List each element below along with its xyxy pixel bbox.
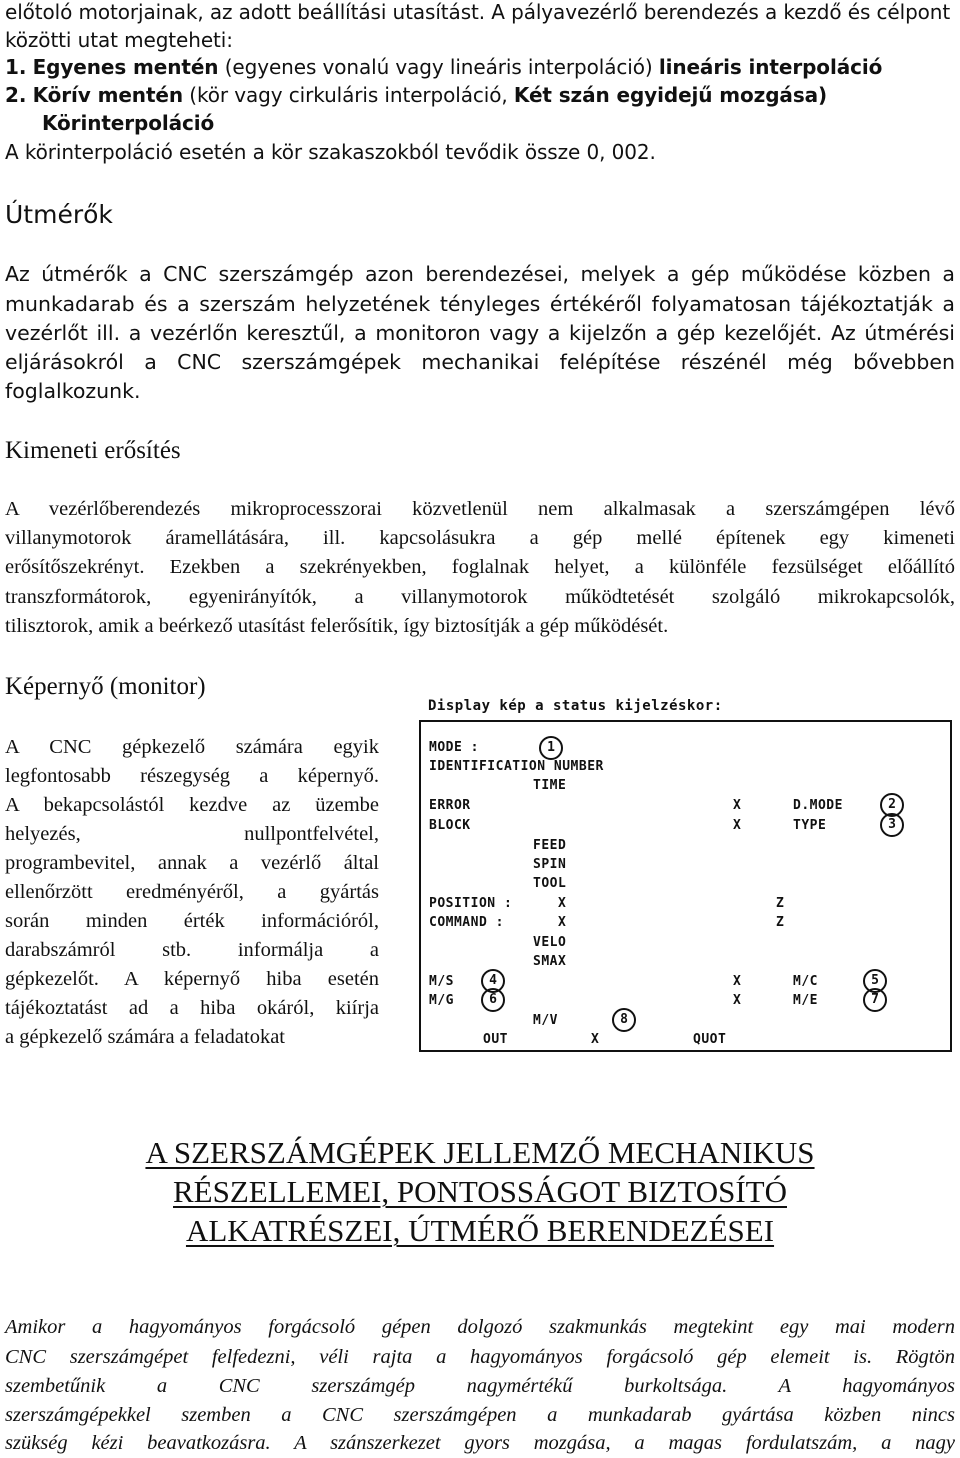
utmerok-line-3: vezérlőt ill. a vezérlőn keresztűl, a monitoron vagy a kijelzőn a gép kezelőjét. Az útmérési (5, 321, 955, 345)
kepernyo-paragraph (5, 733, 379, 1052)
list-item-2-term: Két szán egyidejű mozgása) (513, 83, 828, 107)
intro-line-1: előtoló motorjainak, az adott beállítási utasítást. A pályavezérlő berendezés a kezdő és célpont (5, 0, 951, 24)
display-marker-5: 5 (863, 969, 887, 993)
outro-line-2: CNC szerszámgépet felfedezni, véli rajta a hagyományos forgácsoló gép elemeit is. Rögtön (5, 1346, 955, 1368)
display-mode: MODE : (429, 740, 479, 755)
kimeneti-line-4: transzformátorok, egyenirányítók, a villanymotorok működtetését szolgáló mikrokapcsolók, (5, 586, 955, 608)
display-time: TIME (533, 778, 567, 793)
kepernyo-line-10: tájékoztatást ad a hiba okáról, kiírja (5, 997, 379, 1019)
kepernyo-line-9: gépkezelőt. A képernyő hiba esetén (5, 968, 379, 990)
display-mc: M/C (793, 974, 818, 989)
display-status-figure (419, 720, 952, 1052)
kepernyo-line-11: a gépkezelő számára a feladatokat (5, 1026, 285, 1048)
utmerok-line-1: Az útmérők a CNC szerszámgép azon berendezései, melyek a gép működése közben a (5, 262, 955, 286)
display-mv: M/V (533, 1013, 558, 1028)
display-identification: IDENTIFICATION NUMBER (429, 759, 604, 774)
kepernyo-line-4: helyezés, nullpontfelvétel, (5, 823, 379, 845)
list-item-2-number: 2. (5, 83, 27, 107)
list-item-2 (5, 83, 955, 107)
list-item-1 (5, 55, 955, 79)
display-marker-2: 2 (880, 793, 904, 817)
kepernyo-line-7: során minden érték információról, (5, 910, 379, 932)
kimeneti-line-3: erősítőszekrényt. Ezekben a szekrényekben, foglalnak helyet, a különféle fezsülséget előállító (5, 556, 955, 578)
display-me: M/E (793, 993, 818, 1008)
kepernyo-line-5: programbevitel, annak a vezérlő által (5, 852, 379, 874)
display-position-x: X (558, 896, 567, 911)
display-ms-x: X (733, 974, 742, 989)
display-velo: VELO (533, 935, 567, 950)
chapter-title-line-1: A SZERSZÁMGÉPEK JELLEMZŐ MECHANIKUS (145, 1135, 815, 1170)
display-marker-6: 6 (481, 988, 505, 1012)
display-position-z: Z (776, 896, 785, 911)
utmerok-heading: Útmérők (5, 200, 113, 229)
display-block-x: X (733, 818, 742, 833)
list-item-1-desc: (egyenes vonalú vagy lineáris interpoláció) (224, 55, 653, 79)
display-marker-3: 3 (880, 813, 904, 837)
list-item-1-title: Egyenes mentén (32, 55, 219, 79)
display-smax: SMAX (533, 954, 567, 969)
display-caption: Display kép a status kijelzéskor: (428, 698, 723, 714)
display-feed: FEED (533, 838, 567, 853)
display-command-z: Z (776, 915, 785, 930)
list-item-1-number: 1. (5, 55, 27, 79)
kepernyo-line-1: A CNC gépkezelő számára egyik (5, 736, 379, 758)
kepernyo-heading: Képernyő (monitor) (5, 673, 206, 700)
intro-line-2: közötti utat megteheti: (5, 28, 233, 52)
kepernyo-line-8: darabszámról stb. informálja a (5, 939, 379, 961)
display-block: BLOCK (429, 818, 471, 833)
display-ms: M/S (429, 974, 454, 989)
outro-line-4: szerszámgépekkel szemben a CNC szerszámgépen a munkadarab gyártása közben nincs (5, 1404, 955, 1426)
display-mg-x: X (733, 993, 742, 1008)
display-mg: M/G (429, 993, 454, 1008)
chapter-title-line-3: ALKATRÉSZEI, ÚTMÉRŐ BERENDEZÉSEI (185, 1213, 775, 1248)
display-marker-4: 4 (481, 969, 505, 993)
display-command: COMMAND : (429, 915, 504, 930)
chapter-title-line-2: RÉSZELLEMEI, PONTOSSÁGOT BIZTOSÍTÓ (173, 1174, 787, 1209)
display-marker-7: 7 (863, 988, 887, 1012)
utmerok-line-2: munkadarab és a szerszám helyzetének tényleges értékéről folyamatosan tájékoztatják a (5, 292, 955, 316)
outro-line-1: Amikor a hagyományos forgácsoló gépen dolgozó szakmunkás megtekint egy mai modern (5, 1316, 955, 1338)
display-type: TYPE (793, 818, 827, 833)
list-item-2-title: Körív mentén (32, 83, 184, 107)
kimeneti-line-2: villanymotorok áramellátására, ill. kapcsolásukra a gép mellé építenek egy kimeneti (5, 527, 955, 549)
list-item-2-subterm (42, 111, 960, 135)
display-error-x: X (733, 798, 742, 813)
display-out-x: X (591, 1032, 600, 1047)
display-tool: TOOL (533, 876, 567, 891)
outro-line-3: szembetűnik a CNC szerszámgép nagymértékű burkoltsága. A hagyományos (5, 1375, 955, 1397)
display-command-x: X (558, 915, 567, 930)
utmerok-line-4: eljárásokról a CNC szerszámgépek mechanikai felépítése részénél még bővebben (5, 350, 955, 374)
kimeneti-line-1: A vezérlőberendezés mikroprocesszorai közvetlenül nem alkalmasak a szerszámgépen lévő (5, 498, 955, 520)
circ-note: A körinterpoláció esetén a kör szakaszokból tevődik össze 0, 002. (5, 140, 656, 164)
korinterpolacio-term: Körinterpoláció (42, 111, 215, 135)
kepernyo-line-3: A bekapcsolástól kezdve az üzembe (5, 794, 379, 816)
display-out: OUT (483, 1032, 508, 1047)
kepernyo-line-6: ellenőrzött eredményéről, a gyártás (5, 881, 379, 903)
display-dmode: D.MODE (793, 798, 843, 813)
outro-line-5: szükség kézi beavatkozásra. A szánszerkezet gyors mozgása, a magas fordulatszám, a nagy (5, 1432, 955, 1454)
display-marker-8: 8 (612, 1008, 636, 1032)
list-item-1-term: lineáris interpoláció (658, 55, 883, 79)
list-item-2-desc: (kör vagy cirkuláris interpoláció, (189, 83, 508, 107)
display-marker-1: 1 (539, 736, 563, 760)
kimeneti-heading: Kimeneti erősítés (5, 437, 181, 464)
display-error: ERROR (429, 798, 471, 813)
kimeneti-line-5: tilisztorok, amik a beérkező utasítást felerősítik, így biztosítják a gép működését. (5, 615, 669, 637)
utmerok-line-5: foglalkozunk. (5, 379, 141, 403)
display-quot: QUOT (693, 1032, 727, 1047)
display-position: POSITION : (429, 896, 513, 911)
kepernyo-line-2: legfontosabb részegység a képernyő. (5, 765, 379, 787)
display-spin: SPIN (533, 857, 567, 872)
